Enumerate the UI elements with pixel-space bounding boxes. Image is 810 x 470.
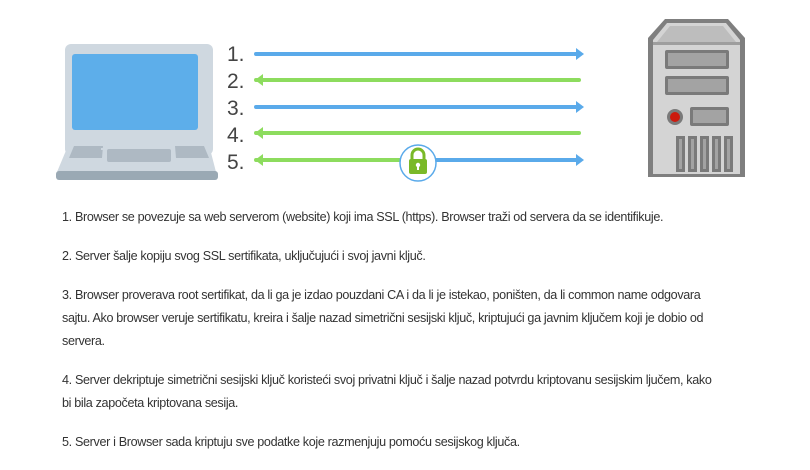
- step-number-5: 5.: [227, 151, 245, 174]
- text-line: 3. Browser proverava root sertifikat, da li ga je izdao pouzdani CA i da li je istekao, poništen, da li common name odgovara: [62, 288, 701, 302]
- step-number-4: 4.: [227, 124, 245, 147]
- step-3-description: [62, 284, 782, 353]
- step-5-description: [62, 431, 782, 454]
- arrow-step-2: [255, 74, 579, 86]
- step-1-description: [62, 206, 782, 229]
- arrow-step-4: [255, 127, 579, 139]
- text-line: 5. Server i Browser sada kriptuju sve podatke koje razmenjuju pomoću sesijskog ključa.: [62, 435, 520, 449]
- text-line: servera.: [62, 334, 105, 348]
- server-icon: [648, 19, 745, 177]
- step-number-2: 2.: [227, 70, 245, 93]
- step-2-description: [62, 245, 782, 268]
- text-line: bi bila započeta kriptovana sesija.: [62, 396, 239, 410]
- text-line: sajtu. Ako browser veruje sertifikatu, kreira i šalje nazad simetrični sesijski ključ, kriptujući ga javnim ključem koji je dobio od: [62, 311, 704, 325]
- arrow-step-1: [256, 48, 584, 60]
- ssl-handshake-diagram: [0, 0, 810, 200]
- arrow-step-3: [256, 101, 584, 113]
- text-line: 4. Server dekriptuje simetrični sesijski ključ koristeći svoj privatni ključ i šalje nazad potvrdu kriptovanu sesijskim ljučem, kako: [62, 373, 712, 387]
- step-4-description: [62, 369, 782, 415]
- laptop-icon: [56, 44, 218, 180]
- step-descriptions: [62, 206, 782, 470]
- step-number-1: 1.: [227, 43, 245, 66]
- lock-icon: [400, 145, 436, 181]
- text-line: 1. Browser se povezuje sa web serverom (website) koji ima SSL (https). Browser traži od servera da se identifikuje.: [62, 210, 664, 224]
- text-line: 2. Server šalje kopiju svog SSL sertifikata, uključujući i svoj javni ključ.: [62, 249, 426, 263]
- step-number-3: 3.: [227, 97, 245, 120]
